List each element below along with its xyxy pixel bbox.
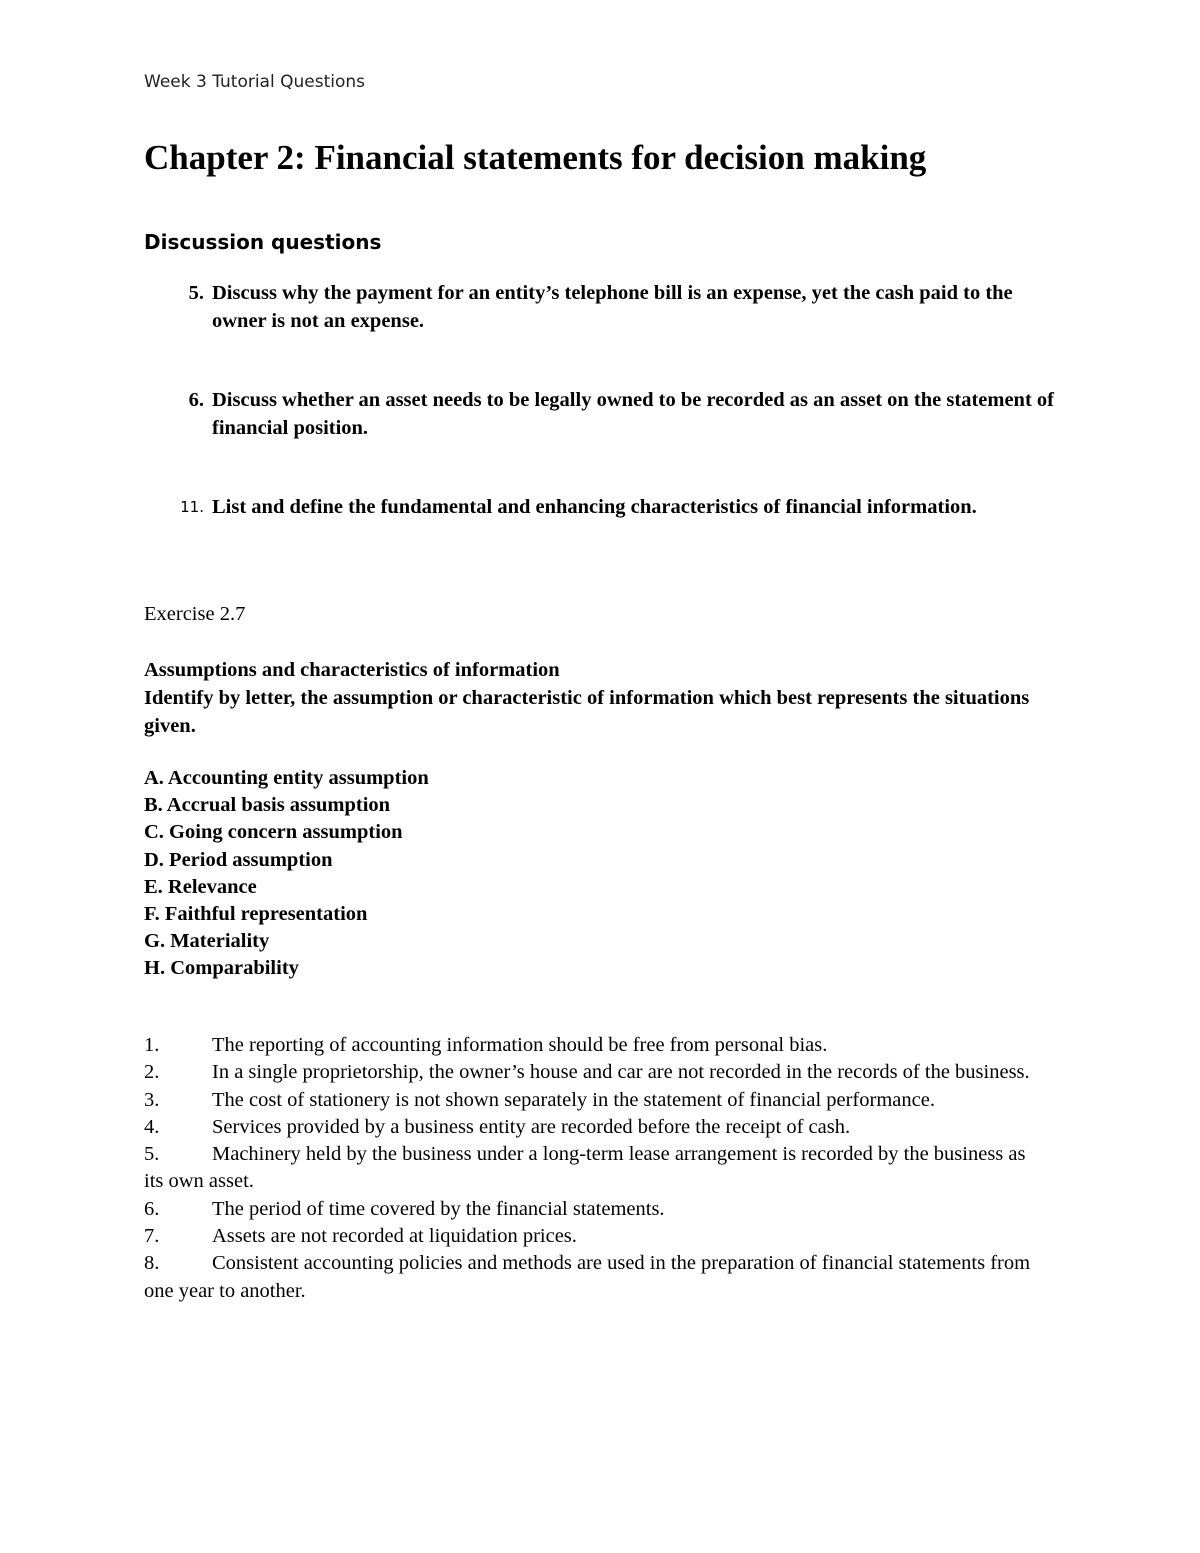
answer-options-list xyxy=(144,765,429,983)
situation-text: The reporting of accounting information should be free from personal bias. xyxy=(212,1034,828,1056)
option-item: F. Faithful representation xyxy=(144,903,368,926)
option-item: A. Accounting entity assumption xyxy=(144,767,429,789)
situations-list xyxy=(144,1032,1044,1305)
exercise-heading: Assumptions and characteristics of information xyxy=(144,659,560,681)
situation-number: 7. xyxy=(144,1225,160,1248)
situation-item xyxy=(144,1032,1044,1059)
option-item: H. Comparability xyxy=(144,957,299,980)
situation-text: Services provided by a business entity are recorded before the receipt of cash. xyxy=(212,1115,851,1138)
situation-number: 5. xyxy=(144,1143,160,1166)
situation-number: 3. xyxy=(144,1088,160,1111)
situation-item xyxy=(144,1250,1044,1305)
option-item: D. Period assumption xyxy=(144,848,333,871)
question-number: 6. xyxy=(188,389,204,411)
situation-item xyxy=(144,1059,1044,1086)
discussion-heading: Discussion questions xyxy=(144,230,382,254)
discussion-question-5 xyxy=(144,279,1058,335)
option-item: C. Going concern assumption xyxy=(144,821,403,844)
situation-text: Consistent accounting policies and methods are used in the preparation of financial statements from one year to another. xyxy=(144,1252,1031,1302)
exercise-title: Exercise 2.7 xyxy=(144,603,246,625)
question-number: 5. xyxy=(188,282,204,304)
situation-item xyxy=(144,1141,1044,1196)
question-text: Discuss whether an asset needs to be legally owned to be recorded as an asset on the statement of financial position. xyxy=(212,389,1054,439)
option-item: B. Accrual basis assumption xyxy=(144,794,391,817)
situation-number: 1. xyxy=(144,1034,160,1056)
situation-number: 2. xyxy=(144,1061,160,1084)
situation-number: 8. xyxy=(144,1252,160,1275)
question-text: List and define the fundamental and enhancing characteristics of financial information. xyxy=(212,496,977,518)
situation-text: The period of time covered by the financial statements. xyxy=(212,1197,665,1220)
situation-item xyxy=(144,1196,1044,1223)
situation-item xyxy=(144,1114,1044,1141)
situation-number: 6. xyxy=(144,1197,160,1220)
situation-text: Machinery held by the business under a long-term lease arrangement is recorded by the business as its own asset. xyxy=(144,1143,1026,1193)
situation-number: 4. xyxy=(144,1115,160,1138)
chapter-title: Chapter 2: Financial statements for decision making xyxy=(144,138,927,177)
discussion-question-6 xyxy=(144,386,1058,442)
page-header: Week 3 Tutorial Questions xyxy=(144,72,365,92)
exercise-instruction: Identify by letter, the assumption or characteristic of information which best represents the situations given. xyxy=(144,687,1030,737)
situation-item xyxy=(144,1223,1044,1250)
question-number: 11. xyxy=(180,498,204,516)
situation-text: The cost of stationery is not shown separately in the statement of financial performance. xyxy=(212,1088,935,1111)
discussion-question-11 xyxy=(144,493,1058,521)
situation-item xyxy=(144,1087,1044,1114)
question-text: Discuss why the payment for an entity’s telephone bill is an expense, yet the cash paid to the owner is not an expense. xyxy=(212,282,1013,332)
exercise-heading-block xyxy=(144,656,1064,740)
situation-text: In a single proprietorship, the owner’s house and car are not recorded in the records of the business. xyxy=(212,1061,1030,1084)
option-item: G. Materiality xyxy=(144,930,270,953)
option-item: E. Relevance xyxy=(144,875,257,898)
situation-text: Assets are not recorded at liquidation prices. xyxy=(212,1225,577,1248)
